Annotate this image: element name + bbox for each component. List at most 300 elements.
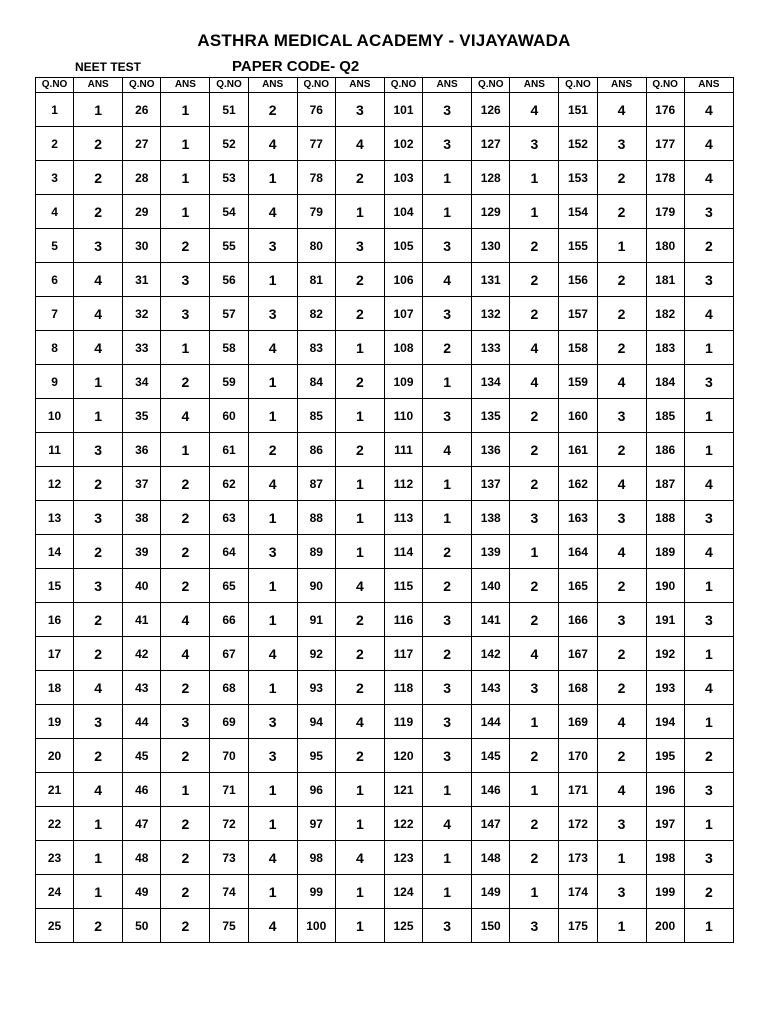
answer-value: 3 (684, 501, 733, 535)
answer-value: 3 (684, 365, 733, 399)
question-number: 108 (384, 331, 422, 365)
answer-value: 2 (423, 331, 472, 365)
question-number: 79 (297, 195, 335, 229)
question-number: 28 (123, 161, 161, 195)
question-number: 19 (36, 705, 74, 739)
table-row (36, 671, 734, 705)
question-number: 179 (646, 195, 684, 229)
question-number: 84 (297, 365, 335, 399)
question-number: 17 (36, 637, 74, 671)
question-number: 101 (384, 93, 422, 127)
answer-value: 3 (423, 399, 472, 433)
qno-header: Q.NO (472, 78, 510, 93)
table-row (36, 161, 734, 195)
paper-code: PAPER CODE- Q2 (232, 58, 360, 75)
answer-value: 1 (74, 365, 123, 399)
answer-value: 3 (597, 807, 646, 841)
question-number: 160 (559, 399, 597, 433)
question-number: 44 (123, 705, 161, 739)
table-row (36, 93, 734, 127)
question-number: 129 (472, 195, 510, 229)
table-body (36, 93, 734, 943)
answer-value: 3 (248, 229, 297, 263)
ans-header: ANS (423, 78, 472, 93)
question-number: 68 (210, 671, 248, 705)
question-number: 135 (472, 399, 510, 433)
table-row (36, 263, 734, 297)
answer-value: 2 (423, 535, 472, 569)
answer-value: 3 (248, 705, 297, 739)
question-number: 190 (646, 569, 684, 603)
table-row (36, 569, 734, 603)
ans-header: ANS (510, 78, 559, 93)
question-number: 183 (646, 331, 684, 365)
question-number: 10 (36, 399, 74, 433)
question-number: 89 (297, 535, 335, 569)
question-number: 61 (210, 433, 248, 467)
question-number: 158 (559, 331, 597, 365)
question-number: 83 (297, 331, 335, 365)
answer-value: 1 (248, 773, 297, 807)
question-number: 111 (384, 433, 422, 467)
question-number: 116 (384, 603, 422, 637)
answer-value: 3 (423, 297, 472, 331)
answer-value: 4 (684, 535, 733, 569)
question-number: 142 (472, 637, 510, 671)
answer-value: 3 (423, 705, 472, 739)
answer-value: 2 (74, 739, 123, 773)
question-number: 186 (646, 433, 684, 467)
question-number: 18 (36, 671, 74, 705)
question-number: 166 (559, 603, 597, 637)
table-row (36, 841, 734, 875)
question-number: 200 (646, 909, 684, 943)
answer-value: 2 (684, 229, 733, 263)
answer-value: 4 (248, 467, 297, 501)
answer-value: 1 (74, 841, 123, 875)
answer-value: 2 (335, 433, 384, 467)
answer-value: 1 (684, 569, 733, 603)
answer-value: 1 (248, 365, 297, 399)
answer-value: 2 (74, 535, 123, 569)
question-number: 147 (472, 807, 510, 841)
answer-value: 3 (423, 909, 472, 943)
answer-value: 2 (335, 263, 384, 297)
question-number: 139 (472, 535, 510, 569)
answer-value: 4 (510, 637, 559, 671)
qno-header: Q.NO (297, 78, 335, 93)
question-number: 69 (210, 705, 248, 739)
ans-header: ANS (161, 78, 210, 93)
question-number: 92 (297, 637, 335, 671)
question-number: 94 (297, 705, 335, 739)
answer-value: 1 (335, 467, 384, 501)
question-number: 64 (210, 535, 248, 569)
answer-value: 1 (161, 93, 210, 127)
ans-header: ANS (684, 78, 733, 93)
question-number: 167 (559, 637, 597, 671)
question-number: 170 (559, 739, 597, 773)
answer-value: 2 (684, 875, 733, 909)
answer-value: 3 (423, 603, 472, 637)
answer-value: 3 (423, 671, 472, 705)
answer-value: 4 (74, 671, 123, 705)
answer-value: 4 (597, 93, 646, 127)
answer-value: 2 (161, 229, 210, 263)
question-number: 97 (297, 807, 335, 841)
answer-value: 1 (335, 195, 384, 229)
answer-value: 3 (684, 195, 733, 229)
question-number: 194 (646, 705, 684, 739)
question-number: 22 (36, 807, 74, 841)
question-number: 35 (123, 399, 161, 433)
answer-value: 3 (510, 671, 559, 705)
answer-value: 2 (335, 637, 384, 671)
answer-value: 1 (74, 399, 123, 433)
question-number: 128 (472, 161, 510, 195)
answer-value: 1 (74, 807, 123, 841)
question-number: 171 (559, 773, 597, 807)
question-number: 99 (297, 875, 335, 909)
answer-value: 2 (161, 501, 210, 535)
question-number: 26 (123, 93, 161, 127)
question-number: 60 (210, 399, 248, 433)
question-number: 78 (297, 161, 335, 195)
answer-value: 3 (74, 569, 123, 603)
question-number: 136 (472, 433, 510, 467)
answer-value: 4 (161, 603, 210, 637)
question-number: 24 (36, 875, 74, 909)
question-number: 157 (559, 297, 597, 331)
answer-value: 1 (423, 501, 472, 535)
question-number: 38 (123, 501, 161, 535)
answer-value: 1 (597, 229, 646, 263)
question-number: 102 (384, 127, 422, 161)
answer-value: 1 (335, 875, 384, 909)
answer-value: 3 (597, 603, 646, 637)
question-number: 15 (36, 569, 74, 603)
answer-value: 2 (74, 603, 123, 637)
qno-header: Q.NO (36, 78, 74, 93)
question-number: 161 (559, 433, 597, 467)
answer-value: 4 (248, 841, 297, 875)
answer-value: 1 (423, 365, 472, 399)
question-number: 126 (472, 93, 510, 127)
answer-value: 2 (597, 263, 646, 297)
answer-value: 2 (248, 93, 297, 127)
answer-value: 4 (597, 705, 646, 739)
question-number: 173 (559, 841, 597, 875)
question-number: 149 (472, 875, 510, 909)
answer-value: 2 (161, 841, 210, 875)
answer-value: 3 (161, 705, 210, 739)
question-number: 67 (210, 637, 248, 671)
answer-value: 4 (684, 671, 733, 705)
answer-value: 1 (248, 807, 297, 841)
question-number: 20 (36, 739, 74, 773)
answer-value: 2 (597, 671, 646, 705)
question-number: 175 (559, 909, 597, 943)
answer-value: 4 (248, 637, 297, 671)
question-number: 54 (210, 195, 248, 229)
answer-value: 1 (684, 331, 733, 365)
table-row (36, 909, 734, 943)
question-number: 150 (472, 909, 510, 943)
answer-value: 3 (74, 705, 123, 739)
answer-value: 4 (597, 773, 646, 807)
answer-value: 2 (161, 739, 210, 773)
question-number: 37 (123, 467, 161, 501)
answer-value: 3 (423, 229, 472, 263)
answer-value: 2 (510, 841, 559, 875)
answer-value: 4 (684, 297, 733, 331)
answer-value: 2 (335, 365, 384, 399)
question-number: 50 (123, 909, 161, 943)
question-number: 113 (384, 501, 422, 535)
question-number: 155 (559, 229, 597, 263)
question-number: 47 (123, 807, 161, 841)
answer-value: 2 (684, 739, 733, 773)
answer-value: 3 (74, 501, 123, 535)
answer-value: 1 (161, 433, 210, 467)
question-number: 57 (210, 297, 248, 331)
question-number: 63 (210, 501, 248, 535)
question-number: 125 (384, 909, 422, 943)
question-number: 88 (297, 501, 335, 535)
answer-value: 4 (74, 297, 123, 331)
answer-value: 4 (335, 127, 384, 161)
answer-value: 2 (74, 467, 123, 501)
answer-value: 3 (248, 297, 297, 331)
question-number: 122 (384, 807, 422, 841)
question-number: 195 (646, 739, 684, 773)
answer-value: 3 (597, 127, 646, 161)
question-number: 185 (646, 399, 684, 433)
table-row (36, 637, 734, 671)
answer-value: 2 (335, 297, 384, 331)
question-number: 178 (646, 161, 684, 195)
answer-value: 4 (248, 331, 297, 365)
ans-header: ANS (335, 78, 384, 93)
answer-value: 3 (510, 127, 559, 161)
answer-value: 1 (248, 263, 297, 297)
question-number: 98 (297, 841, 335, 875)
answer-value: 2 (510, 399, 559, 433)
answer-value: 3 (74, 229, 123, 263)
answer-value: 2 (597, 195, 646, 229)
answer-value: 2 (510, 569, 559, 603)
answer-value: 1 (684, 705, 733, 739)
answer-value: 3 (335, 93, 384, 127)
answer-value: 3 (161, 297, 210, 331)
question-number: 134 (472, 365, 510, 399)
answer-value: 2 (161, 569, 210, 603)
question-number: 32 (123, 297, 161, 331)
question-number: 131 (472, 263, 510, 297)
answer-value: 1 (510, 195, 559, 229)
table-row (36, 195, 734, 229)
question-number: 80 (297, 229, 335, 263)
answer-value: 4 (74, 263, 123, 297)
answer-value: 4 (74, 773, 123, 807)
question-number: 90 (297, 569, 335, 603)
question-number: 152 (559, 127, 597, 161)
answer-value: 2 (510, 467, 559, 501)
subtitle-row (0, 58, 768, 76)
question-number: 156 (559, 263, 597, 297)
table-row (36, 297, 734, 331)
answer-value: 3 (423, 93, 472, 127)
question-number: 100 (297, 909, 335, 943)
answer-value: 3 (684, 263, 733, 297)
question-number: 159 (559, 365, 597, 399)
answer-value: 1 (161, 773, 210, 807)
answer-value: 2 (423, 569, 472, 603)
answer-value: 1 (510, 773, 559, 807)
question-number: 119 (384, 705, 422, 739)
answer-value: 1 (248, 671, 297, 705)
answer-value: 2 (510, 229, 559, 263)
answer-value: 4 (74, 331, 123, 365)
answer-value: 3 (510, 909, 559, 943)
question-number: 76 (297, 93, 335, 127)
answer-value: 2 (510, 739, 559, 773)
table-row (36, 433, 734, 467)
question-number: 31 (123, 263, 161, 297)
question-number: 42 (123, 637, 161, 671)
question-number: 165 (559, 569, 597, 603)
question-number: 23 (36, 841, 74, 875)
question-number: 154 (559, 195, 597, 229)
question-number: 123 (384, 841, 422, 875)
question-number: 36 (123, 433, 161, 467)
question-number: 75 (210, 909, 248, 943)
table-row (36, 229, 734, 263)
qno-header: Q.NO (559, 78, 597, 93)
answer-value: 2 (510, 807, 559, 841)
answer-value: 1 (335, 535, 384, 569)
question-number: 33 (123, 331, 161, 365)
answer-value: 1 (423, 875, 472, 909)
answer-value: 2 (510, 263, 559, 297)
question-number: 3 (36, 161, 74, 195)
answer-value: 2 (597, 569, 646, 603)
answer-value: 2 (597, 297, 646, 331)
question-number: 58 (210, 331, 248, 365)
answer-value: 1 (248, 501, 297, 535)
answer-value: 1 (74, 875, 123, 909)
qno-header: Q.NO (384, 78, 422, 93)
question-number: 96 (297, 773, 335, 807)
question-number: 34 (123, 365, 161, 399)
question-number: 193 (646, 671, 684, 705)
answer-value: 4 (423, 807, 472, 841)
question-number: 91 (297, 603, 335, 637)
answer-value: 1 (684, 637, 733, 671)
ans-header: ANS (74, 78, 123, 93)
answer-value: 2 (597, 433, 646, 467)
qno-header: Q.NO (210, 78, 248, 93)
question-number: 182 (646, 297, 684, 331)
question-number: 93 (297, 671, 335, 705)
answer-value: 2 (74, 195, 123, 229)
question-number: 53 (210, 161, 248, 195)
question-number: 162 (559, 467, 597, 501)
answer-value: 1 (161, 161, 210, 195)
question-number: 137 (472, 467, 510, 501)
answer-value: 2 (161, 535, 210, 569)
question-number: 177 (646, 127, 684, 161)
table-row (36, 501, 734, 535)
question-number: 27 (123, 127, 161, 161)
question-number: 48 (123, 841, 161, 875)
table-row (36, 399, 734, 433)
answer-value: 2 (423, 637, 472, 671)
answer-value: 2 (74, 161, 123, 195)
table-row (36, 807, 734, 841)
table-row (36, 365, 734, 399)
answer-value: 2 (74, 637, 123, 671)
question-number: 143 (472, 671, 510, 705)
answer-value: 4 (335, 841, 384, 875)
question-number: 118 (384, 671, 422, 705)
question-number: 132 (472, 297, 510, 331)
question-number: 180 (646, 229, 684, 263)
answer-value: 1 (510, 161, 559, 195)
table-row (36, 739, 734, 773)
question-number: 107 (384, 297, 422, 331)
answer-value: 1 (248, 569, 297, 603)
answer-value: 2 (74, 127, 123, 161)
table-row (36, 127, 734, 161)
question-number: 8 (36, 331, 74, 365)
answer-value: 2 (161, 365, 210, 399)
ans-header: ANS (248, 78, 297, 93)
answer-value: 4 (597, 365, 646, 399)
question-number: 46 (123, 773, 161, 807)
table-row (36, 773, 734, 807)
question-number: 151 (559, 93, 597, 127)
table-row (36, 535, 734, 569)
answer-value: 1 (510, 535, 559, 569)
question-number: 5 (36, 229, 74, 263)
question-number: 59 (210, 365, 248, 399)
question-number: 104 (384, 195, 422, 229)
question-number: 6 (36, 263, 74, 297)
answer-value: 2 (335, 161, 384, 195)
answer-value: 1 (161, 127, 210, 161)
question-number: 188 (646, 501, 684, 535)
answer-value: 2 (161, 467, 210, 501)
answer-value: 1 (423, 773, 472, 807)
answer-value: 2 (597, 739, 646, 773)
question-number: 29 (123, 195, 161, 229)
answer-value: 1 (74, 93, 123, 127)
question-number: 114 (384, 535, 422, 569)
answer-value: 2 (335, 739, 384, 773)
question-number: 85 (297, 399, 335, 433)
question-number: 45 (123, 739, 161, 773)
question-number: 198 (646, 841, 684, 875)
answer-value: 4 (161, 399, 210, 433)
question-number: 184 (646, 365, 684, 399)
question-number: 21 (36, 773, 74, 807)
question-number: 138 (472, 501, 510, 535)
answer-value: 4 (684, 161, 733, 195)
question-number: 81 (297, 263, 335, 297)
answer-key-table (35, 77, 734, 943)
question-number: 117 (384, 637, 422, 671)
